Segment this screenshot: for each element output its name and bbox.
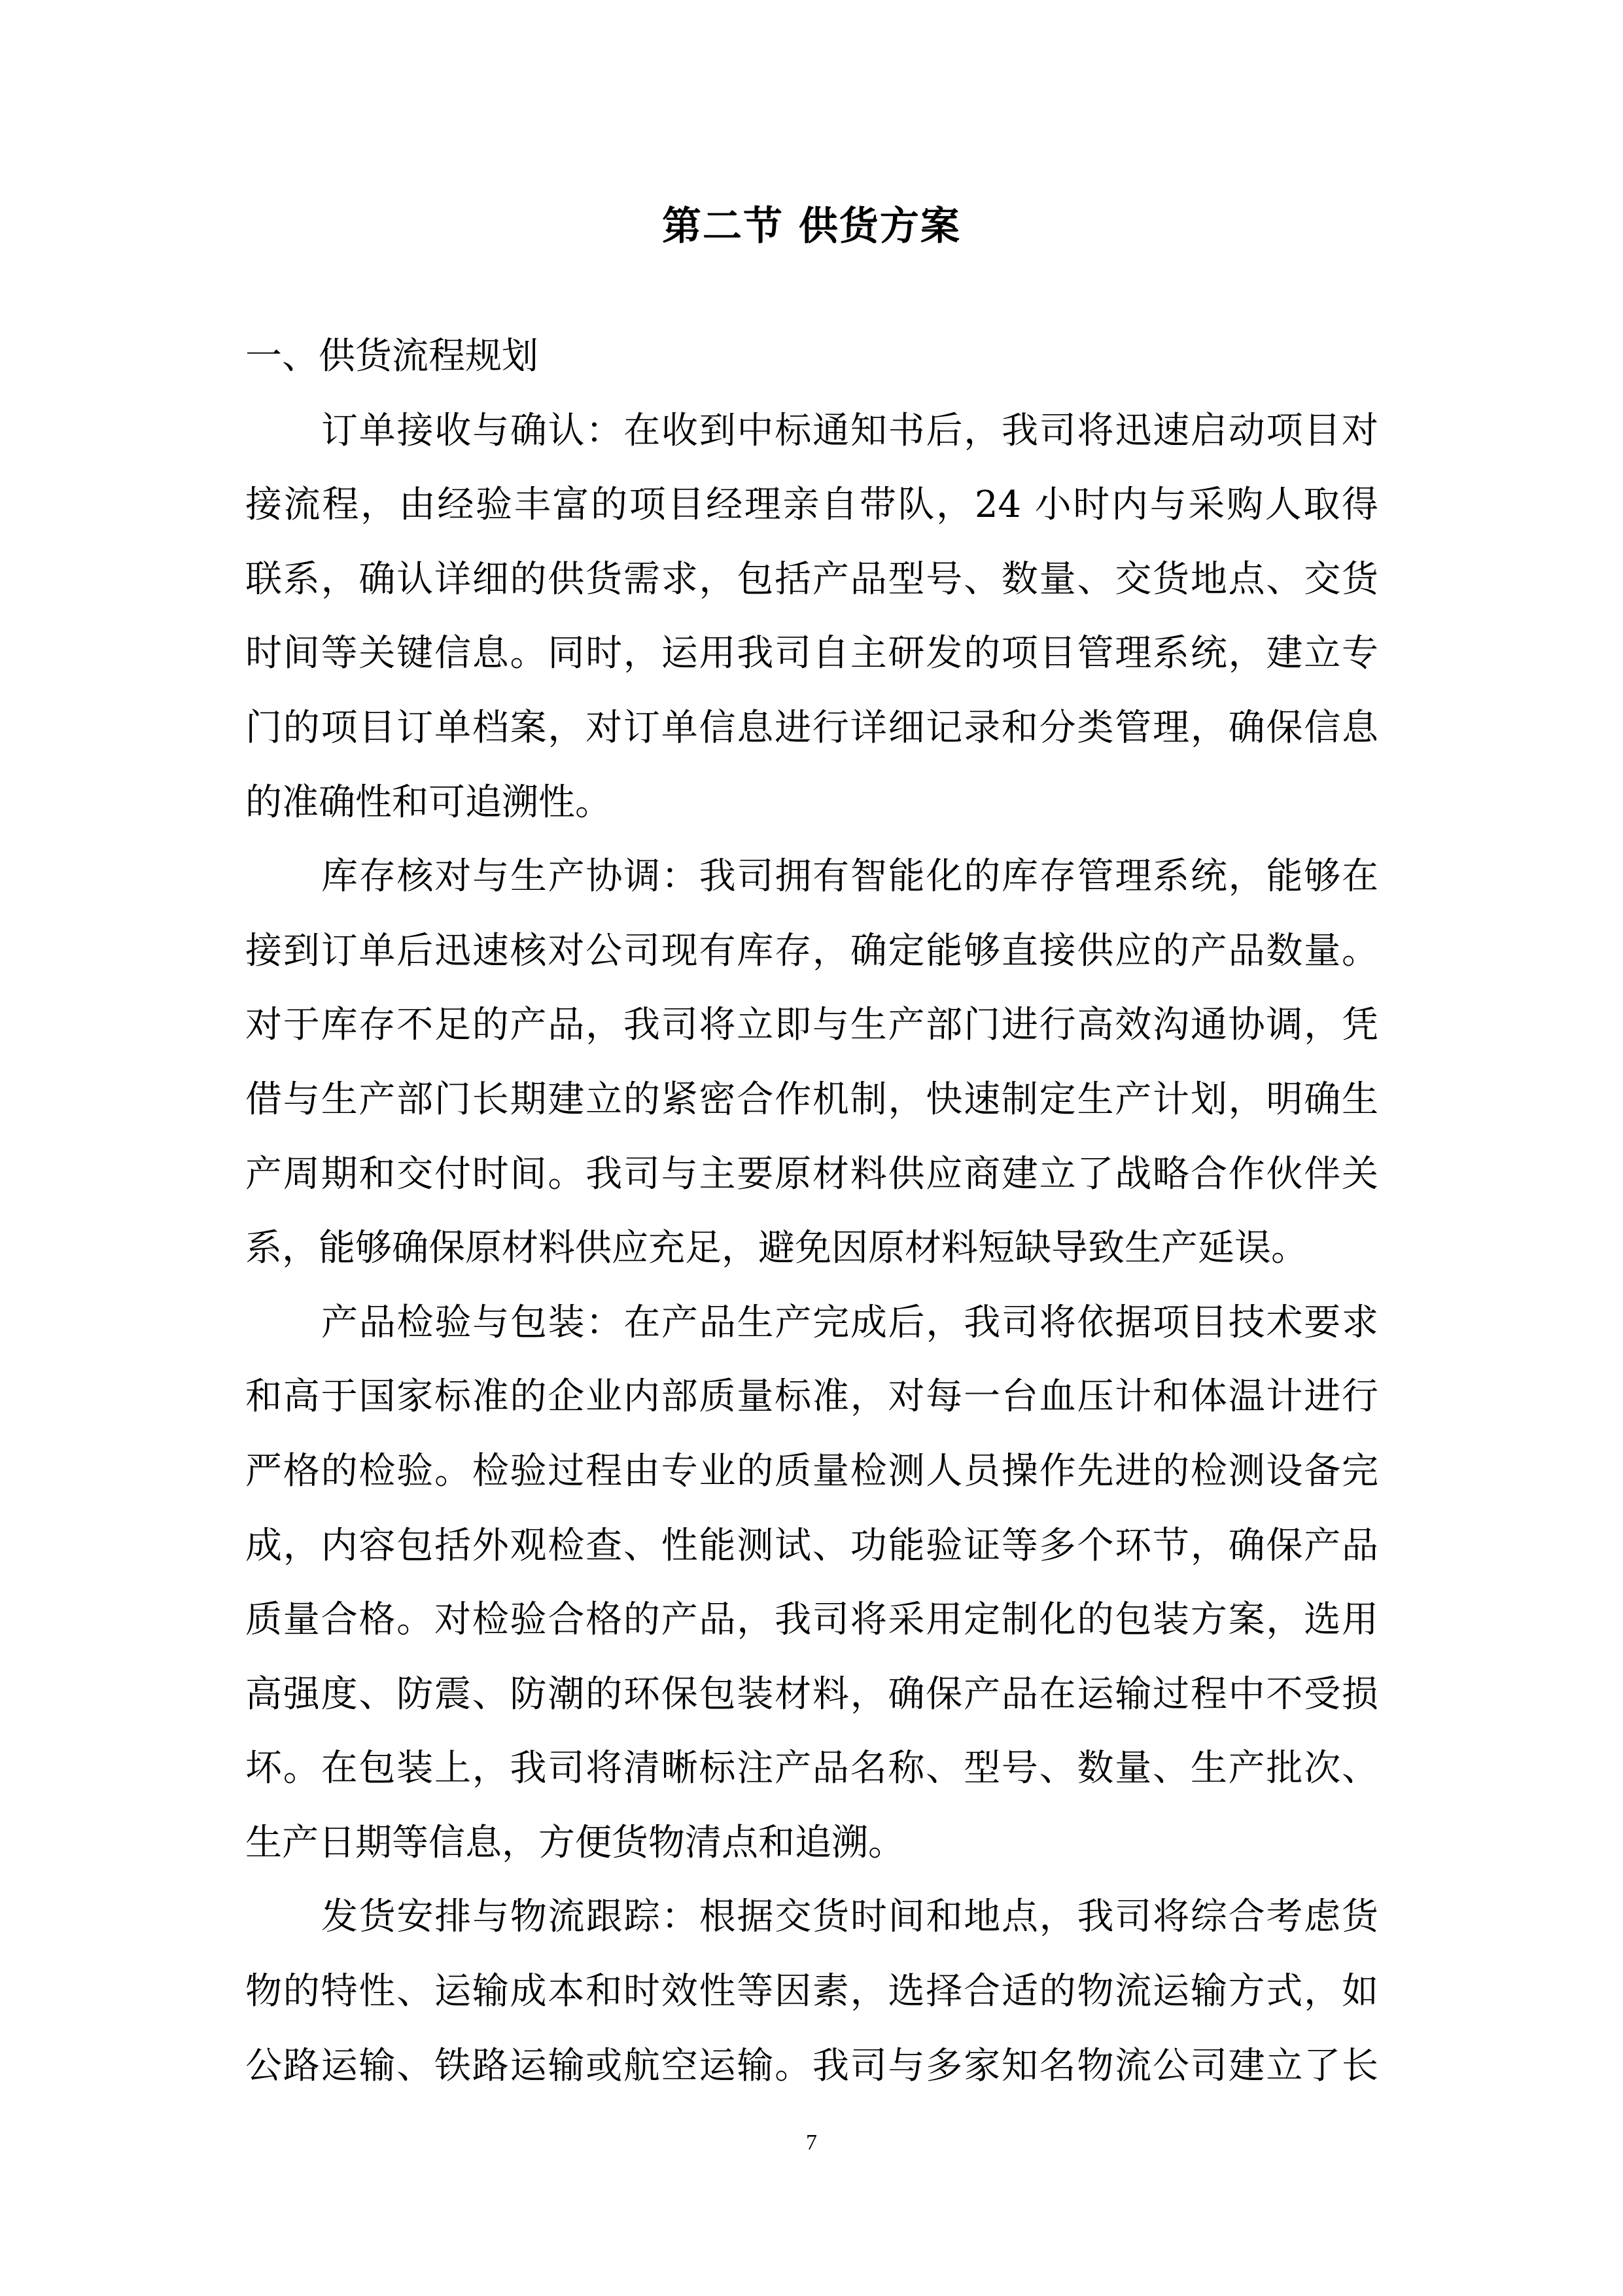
paragraph-order-receipt-line: 的准确性和可追溯性。 — [245, 781, 612, 824]
paragraph-inspection-line: 严格的检验。检验过程由专业的质量检测人员操作先进的检测设备完 — [245, 1449, 1378, 1492]
paragraph-order-receipt-line: 门的项目订单档案，对订单信息进行详细记录和分类管理，确保信息 — [245, 706, 1378, 749]
page-content — [245, 319, 1378, 2103]
paragraph-inventory-line: 对于库存不足的产品，我司将立即与生产部门进行高效沟通协调，凭 — [245, 1004, 1378, 1047]
paragraph-inventory-line: 接到订单后迅速核对公司现有库存，确定能够直接供应的产品数量。 — [245, 929, 1378, 972]
paragraph-order-receipt-line: 联系，确认详细的供货需求，包括产品型号、数量、交货地点、交货 — [245, 557, 1378, 601]
paragraph-inspection-line: 和高于国家标准的企业内部质量标准，对每一台血压计和体温计进行 — [245, 1375, 1378, 1419]
paragraph-inspection-line: 成，内容包括外观检查、性能测试、功能验证等多个环节，确保产品 — [245, 1524, 1378, 1567]
paragraph-inspection-line: 坏。在包装上，我司将清晰标注产品名称、型号、数量、生产批次、 — [245, 1747, 1378, 1790]
paragraph-order-receipt-line: 订单接收与确认：在收到中标通知书后，我司将迅速启动项目对 — [321, 409, 1378, 452]
paragraph-shipping-line: 发货安排与物流跟踪：根据交货时间和地点，我司将综合考虑货 — [321, 1896, 1378, 1939]
paragraph-inspection-line: 产品检验与包装：在产品生产完成后，我司将依据项目技术要求 — [321, 1301, 1378, 1344]
paragraph-order-receipt-line: 时间等关键信息。同时，运用我司自主研发的项目管理系统，建立专 — [245, 632, 1378, 675]
paragraph-inventory-line: 系，能够确保原材料供应充足，避免因原材料短缺导致生产延误。 — [245, 1227, 1308, 1270]
paragraph-order-receipt-line: 接流程，由经验丰富的项目经理亲自带队，24 小时内与采购人取得 — [245, 484, 1378, 527]
section-title: 第二节 供货方案 — [662, 203, 961, 249]
paragraph-shipping-line: 物的特性、运输成本和时效性等因素，选择合适的物流运输方式，如 — [245, 1970, 1378, 2013]
section-heading: 一、供货流程规划 — [245, 335, 538, 378]
paragraph-inspection-line: 高强度、防震、防潮的环保包装材料，确保产品在运输过程中不受损 — [245, 1672, 1378, 1716]
paragraph-inventory-line: 产周期和交付时间。我司与主要原材料供应商建立了战略合作伙伴关 — [245, 1152, 1378, 1195]
paragraph-inventory-line: 库存核对与生产协调：我司拥有智能化的库存管理系统，能够在 — [321, 855, 1378, 898]
paragraph-inventory-line: 借与生产部门长期建立的紧密合作机制，快速制定生产计划，明确生 — [245, 1078, 1378, 1121]
paragraph-shipping-line: 公路运输、铁路运输或航空运输。我司与多家知名物流公司建立了长 — [245, 2044, 1378, 2087]
paragraph-inspection-line: 生产日期等信息，方便货物清点和追溯。 — [245, 1821, 905, 1864]
page-number: 7 — [806, 2130, 817, 2155]
paragraph-inspection-line: 质量合格。对检验合格的产品，我司将采用定制化的包装方案，选用 — [245, 1598, 1378, 1642]
